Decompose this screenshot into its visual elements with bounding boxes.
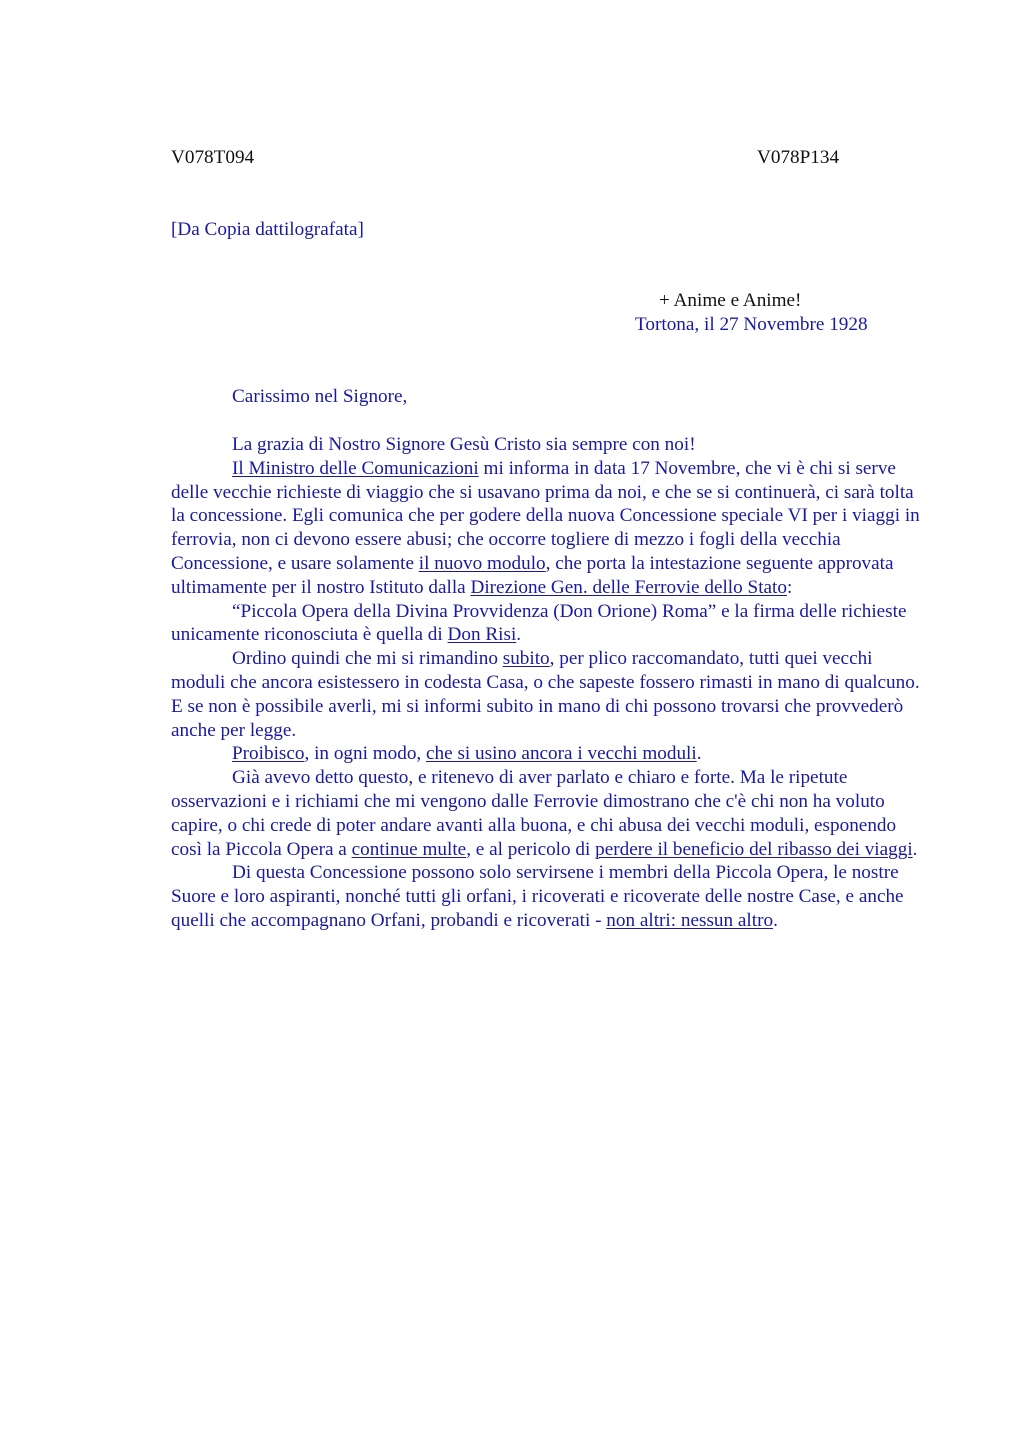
prohibition-text-2: .: [696, 743, 702, 765]
order-text-2: , per plico raccomandato, tutti quei vecchi moduli che ancora esistessero in codesta Casa, o che sapeste fossero rimasti in mano di qualcuno. E se non è possibile averli, mi si informi subito in mano di chi possono trovarsi che provvederò anche per legge.: [171, 648, 920, 741]
warning-text-3: .: [912, 838, 918, 860]
paragraph-prohibition: [171, 742, 923, 766]
header-text-1: “Piccola Opera della Divina Provvidenza (Don Orione) Roma” e la firma delle richieste unicamente riconosciuta è quella di: [171, 600, 907, 646]
prohibition-text-1: , in ogni modo,: [304, 743, 427, 765]
motto: + Anime e Anime!: [659, 290, 802, 311]
document-code-left: V078T094: [171, 147, 255, 168]
proibisco-underlined: Proibisco: [232, 743, 305, 765]
source-note: [Da Copia dattilografata]: [171, 219, 364, 240]
paragraph-greeting: [171, 433, 923, 457]
warning-text-1: Già avevo detto questo, e ritenevo di aver parlato e chiaro e forte. Ma le ripetute osservazioni e i richiami che mi vengono dalle Ferrovie dimostrano che c'è chi non ha voluto capire, o chi crede di poter andare avanti alla buona, e chi abusa dei vecchi moduli, esponendo così la Piccola Opera a: [171, 767, 897, 860]
warning-text-2: , e al pericolo di: [466, 838, 596, 860]
lose-benefit-underlined: perdere il beneficio del ribasso dei viaggi: [595, 838, 913, 860]
order-text-1: Ordino quindi che mi si rimandino: [232, 648, 503, 670]
ministry-text-2: , che porta la intestazione seguente approvata ultimamente per il nostro Istituto dalla: [171, 552, 894, 598]
header-text-2: .: [516, 624, 522, 646]
paragraph-ministry-notice: [171, 457, 923, 600]
ministry-underlined: Il Ministro delle Comunicazioni: [232, 457, 479, 479]
don-risi-underlined: Don Risi: [447, 624, 517, 646]
paragraph-warning: [171, 766, 923, 861]
railway-direction-underlined: Direzione Gen. delle Ferrovie dello Stato: [470, 576, 787, 598]
subito-underlined: subito: [502, 648, 550, 670]
greeting-text: La grazia di Nostro Signore Gesù Cristo sia sempre con noi!: [232, 434, 696, 455]
no-others-underlined: non altri: nessun altro: [606, 909, 774, 931]
letter-body: [171, 433, 923, 933]
eligibility-text-2: .: [773, 909, 778, 931]
old-forms-underlined: che si usino ancora i vecchi moduli: [426, 743, 697, 765]
ministry-text-1: mi informa in data 17 Novembre, che vi è chi si serve delle vecchie richieste di viaggio che si usavano prima da noi, e che se si continuerà, ci sarà tolta la concessione. Egli comunica che per godere della nuova Concessione speciale VI per i viaggi in ferrovia, non ci devono essere abusi; che occorre togliere di mezzo i fogli della vecchia Concessione, e usare solamente: [171, 457, 920, 574]
place-date: Tortona, il 27 Novembre 1928: [635, 314, 868, 335]
paragraph-eligibility: [171, 861, 923, 932]
new-form-underlined: il nuovo modulo: [418, 552, 546, 574]
paragraph-order: [171, 647, 923, 742]
ministry-text-3: :: [786, 576, 793, 598]
paragraph-header-text: [171, 600, 923, 648]
eligibility-text-1: Di questa Concessione possono solo servirsene i membri della Piccola Opera, le nostre Suore e loro aspiranti, nonché tutti gli orfani, i ricoverati e ricoverate delle nostre Case, e anche quelli che accompagnano Orfani, probandi e ricoverati -: [171, 862, 904, 931]
fines-underlined: continue multe: [351, 838, 467, 860]
salutation: Carissimo nel Signore,: [232, 386, 408, 407]
document-code-right: V078P134: [757, 147, 840, 168]
